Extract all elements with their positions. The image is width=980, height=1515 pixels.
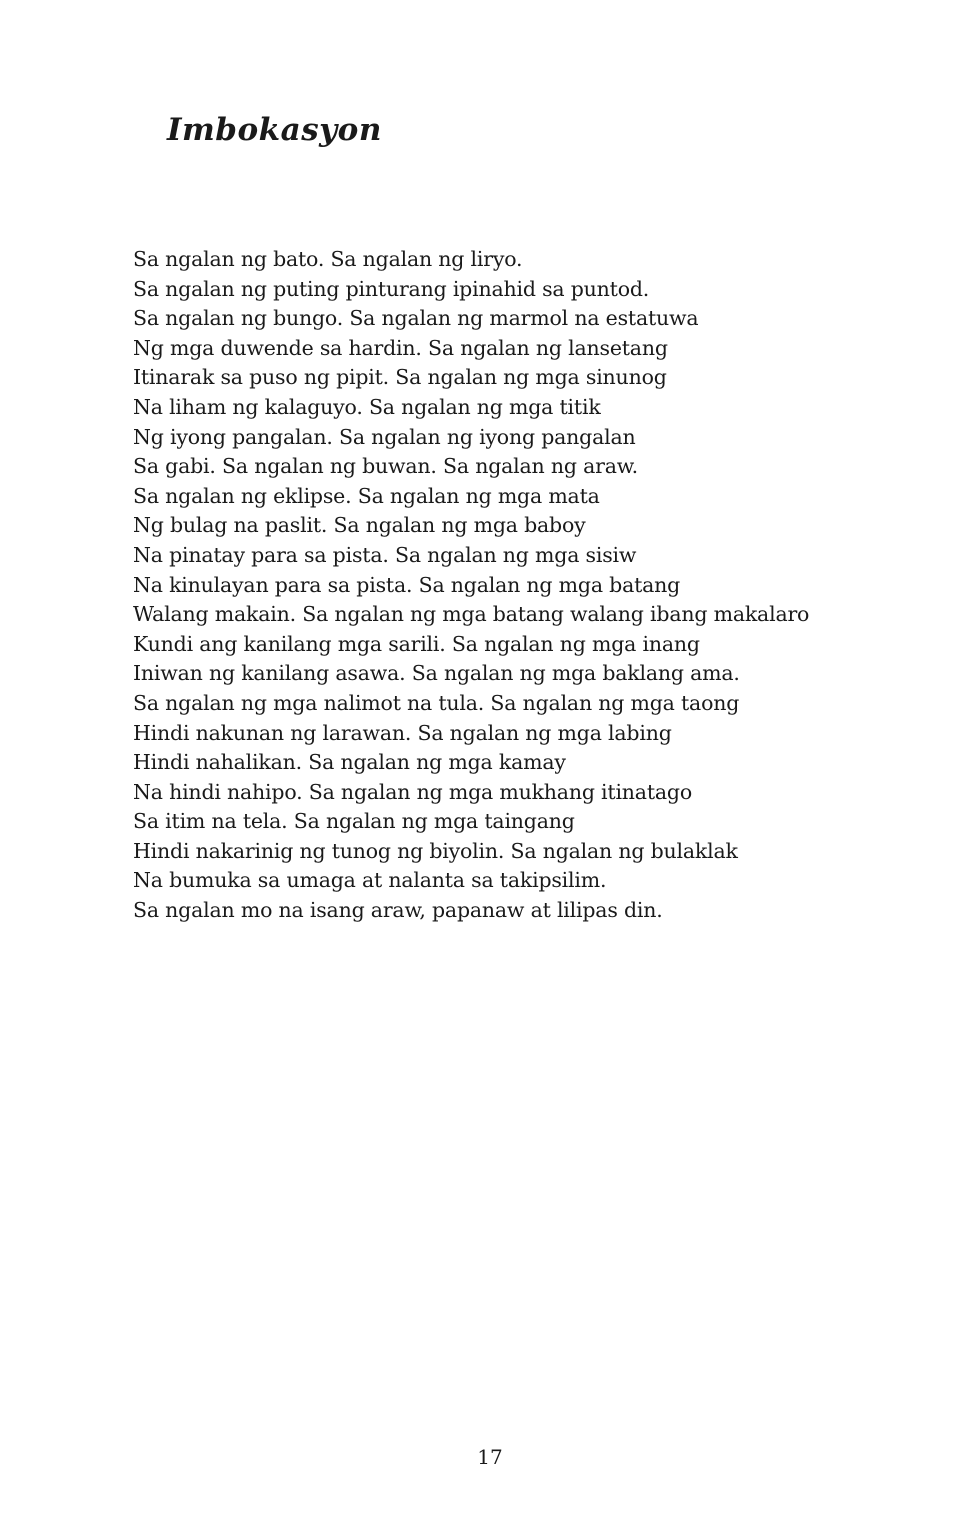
- poem-line: Kundi ang kanilang mga sarili. Sa ngalan ng mga inang: [133, 631, 700, 656]
- poem-line: Na liham ng kalaguyo. Sa ngalan ng mga titik: [133, 394, 601, 419]
- poem-line: Hindi nakarinig ng tunog ng biyolin. Sa ngalan ng bulaklak: [133, 838, 738, 863]
- poem-line: Na kinulayan para sa pista. Sa ngalan ng mga batang: [133, 572, 681, 597]
- page-number: 17: [477, 1445, 503, 1469]
- poem-line: Ng iyong pangalan. Sa ngalan ng iyong pangalan: [133, 424, 636, 449]
- poem-line: Na hindi nahipo. Sa ngalan ng mga mukhang itinatago: [133, 779, 692, 804]
- poem-body: [133, 245, 953, 926]
- poem-line: Itinarak sa puso ng pipit. Sa ngalan ng mga sinunog: [133, 365, 667, 390]
- poem-line: Walang makain. Sa ngalan ng mga batang walang ibang makalaro: [133, 602, 810, 627]
- poem-line: Sa ngalan ng mga nalimot na tula. Sa ngalan ng mga taong: [133, 690, 740, 715]
- poem-line: Sa ngalan ng eklipse. Sa ngalan ng mga mata: [133, 483, 600, 508]
- poem-line: Hindi nakunan ng larawan. Sa ngalan ng mga labing: [133, 720, 672, 745]
- poem-line: Ng bulag na paslit. Sa ngalan ng mga baboy: [133, 513, 586, 538]
- poem-line: Ng mga duwende sa hardin. Sa ngalan ng lansetang: [133, 335, 668, 360]
- poem-line: Sa ngalan ng bungo. Sa ngalan ng marmol na estatuwa: [133, 306, 699, 331]
- poem-line: Na pinatay para sa pista. Sa ngalan ng mga sisiw: [133, 542, 637, 567]
- poem-line: Sa ngalan mo na isang araw, papanaw at lilipas din.: [133, 898, 663, 923]
- poem-line: Iniwan ng kanilang asawa. Sa ngalan ng mga baklang ama.: [133, 661, 740, 686]
- poem-line: Sa ngalan ng puting pinturang ipinahid sa puntod.: [133, 276, 650, 301]
- poem-line: Sa itim na tela. Sa ngalan ng mga taingang: [133, 809, 575, 834]
- poem-line: Sa gabi. Sa ngalan ng buwan. Sa ngalan ng araw.: [133, 454, 638, 479]
- poem-line: Na bumuka sa umaga at nalanta sa takipsilim.: [133, 868, 607, 893]
- poem-line: Hindi nahalikan. Sa ngalan ng mga kamay: [133, 750, 566, 775]
- poem-line: Sa ngalan ng bato. Sa ngalan ng liryo.: [133, 247, 523, 271]
- poem-title: Imbokasyon: [167, 112, 382, 148]
